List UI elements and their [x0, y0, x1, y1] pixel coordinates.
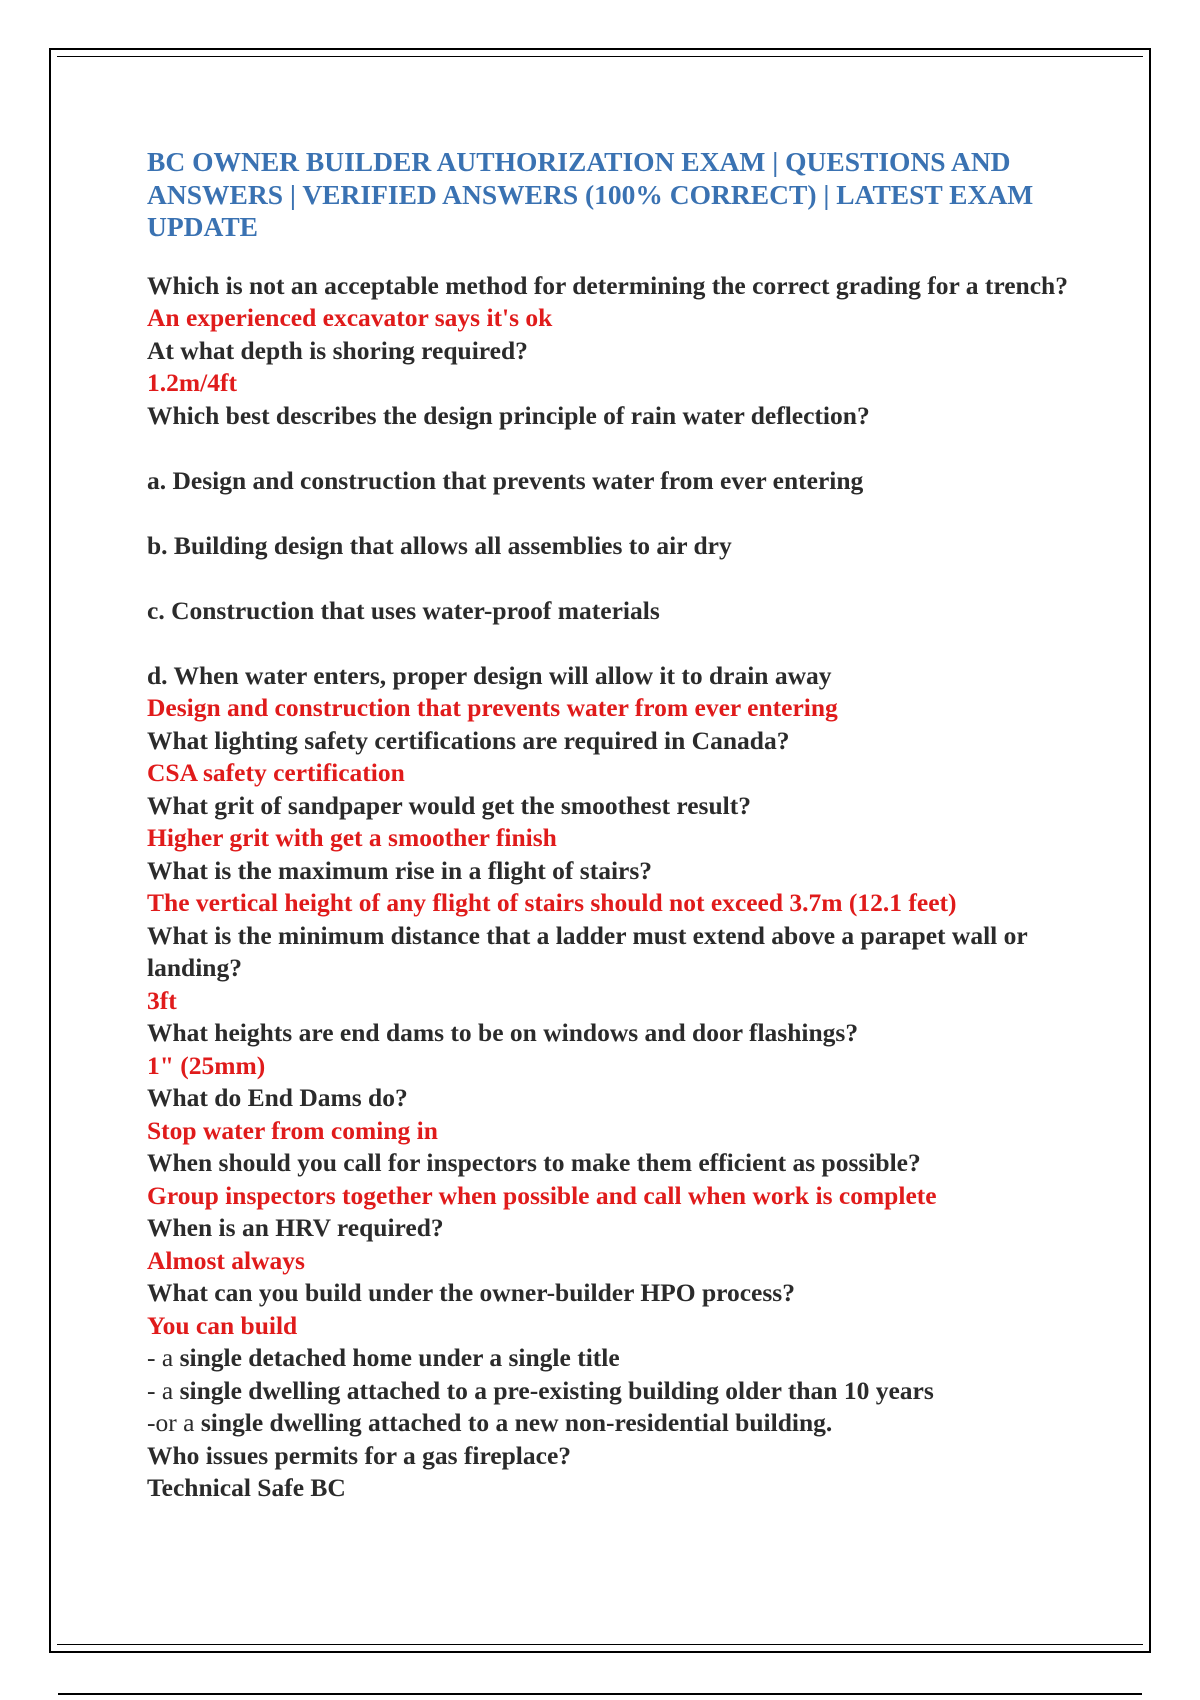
- document-title: BC OWNER BUILDER AUTHORIZATION EXAM | QUESTIONS AND ANSWERS | VERIFIED ANSWERS (100% CORRECT) | LATEST EXAM UPDATE: [147, 146, 1034, 242]
- answer-plain: Technical Safe BC: [147, 1473, 346, 1502]
- top-rule: [57, 56, 1143, 57]
- detail-prefix: - a: [147, 1343, 180, 1372]
- answer: The vertical height of any flight of stairs should not exceed 3.7m (12.1 feet): [147, 888, 957, 917]
- answer: 1.2m/4ft: [147, 368, 237, 397]
- question: Which best describes the design principle of rain water deflection?: [147, 400, 870, 430]
- question: What do End Dams do?: [147, 1083, 408, 1112]
- question: Which is not an acceptable method for determining the correct grading for a trench?: [147, 270, 1068, 300]
- answer-detail: [147, 1342, 1077, 1375]
- answer: Higher grit with get a smoother finish: [147, 823, 557, 852]
- answer-option-b: b. Building design that allows all assemblies to air dry: [147, 530, 732, 560]
- answer: CSA safety certification: [147, 758, 405, 787]
- document-body: [147, 146, 1077, 1505]
- answer-detail: [147, 1375, 1077, 1408]
- answer-option-a: a. Design and construction that prevents water from ever entering: [147, 465, 864, 495]
- bottom-inner-rule: [57, 1644, 1143, 1645]
- page-footer-rule: [58, 1693, 1142, 1695]
- answer-detail: [147, 1407, 1077, 1440]
- answer: Group inspectors together when possible and call when work is complete: [147, 1180, 937, 1210]
- answer: 3ft: [147, 985, 177, 1015]
- question: What heights are end dams to be on windows and door flashings?: [147, 1018, 859, 1047]
- detail-text: single dwelling attached to a new non-residential building.: [200, 1408, 833, 1437]
- answer-option-d: d. When water enters, proper design will allow it to drain away: [147, 660, 832, 690]
- question: What can you build under the owner-builder HPO process?: [147, 1278, 795, 1307]
- answer: Design and construction that prevents water from ever entering: [147, 693, 838, 722]
- answer: An experienced excavator says it's ok: [147, 303, 553, 332]
- question: What is the maximum rise in a flight of stairs?: [147, 855, 653, 885]
- question: When is an HRV required?: [147, 1213, 444, 1242]
- question: What is the minimum distance that a ladder must extend above a parapet wall or landing?: [147, 920, 1028, 982]
- qa-list: [147, 270, 1077, 1505]
- answer: You can build: [147, 1310, 298, 1340]
- detail-text: single detached home under a single title: [179, 1343, 620, 1372]
- detail-prefix: - a: [147, 1375, 180, 1405]
- question: At what depth is shoring required?: [147, 335, 528, 365]
- question: What lighting safety certifications are required in Canada?: [147, 725, 790, 755]
- detail-text: single dwelling attached to a pre-existing building older than 10 years: [179, 1375, 934, 1405]
- question: Who issues permits for a gas fireplace?: [147, 1440, 572, 1470]
- answer: Stop water from coming in: [147, 1115, 438, 1145]
- answer: Almost always: [147, 1245, 305, 1275]
- answer-option-c: c. Construction that uses water-proof materials: [147, 595, 660, 625]
- question: What grit of sandpaper would get the smoothest result?: [147, 790, 751, 820]
- answer: 1" (25mm): [147, 1050, 266, 1080]
- question: When should you call for inspectors to make them efficient as possible?: [147, 1148, 921, 1177]
- detail-prefix: -or a: [147, 1408, 201, 1437]
